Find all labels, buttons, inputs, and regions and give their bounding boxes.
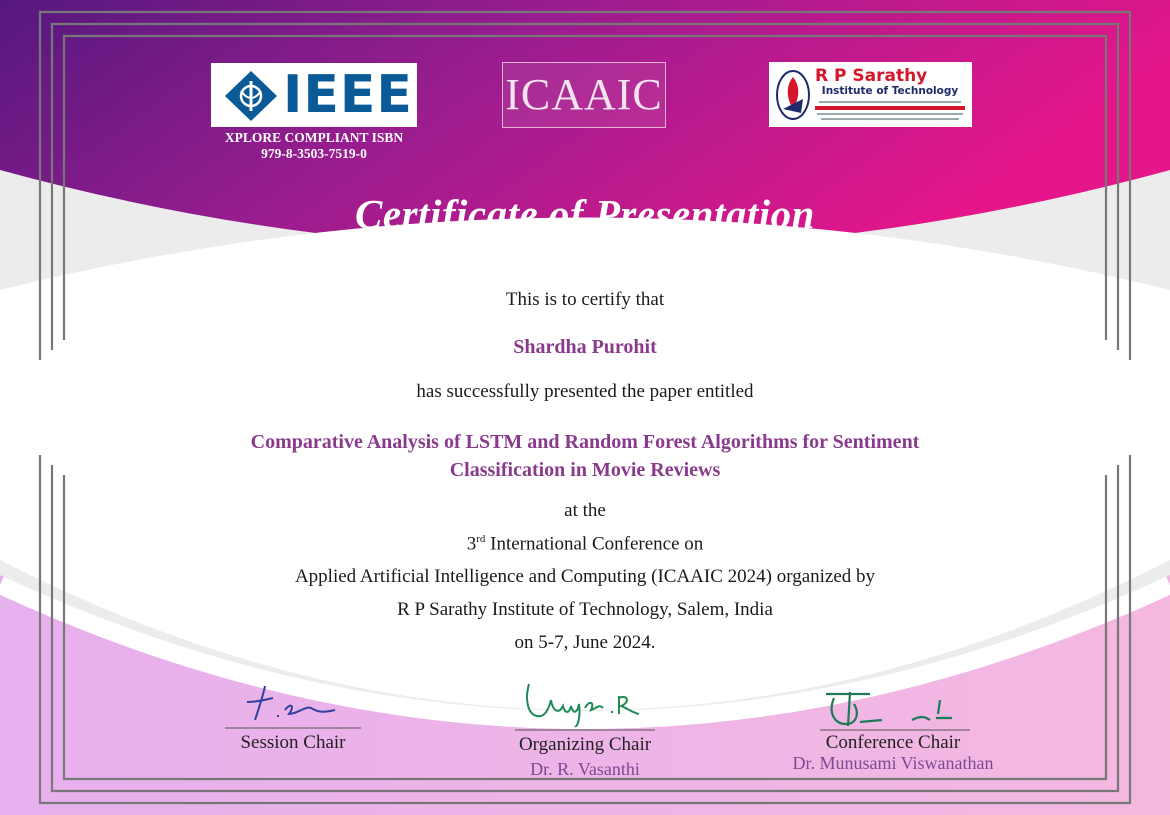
conference-line1-text: International Conference on xyxy=(485,533,704,555)
conference-chair-signature xyxy=(820,688,970,732)
at-the-line: at the xyxy=(564,500,606,521)
session-chair-signature xyxy=(225,680,365,730)
conference-chair-name: Dr. Munusami Viswanathan xyxy=(792,753,994,773)
presented-line: has successfully presented the paper entitled xyxy=(416,381,754,402)
ieee-isbn-label: XPLORE COMPLIANT ISBN xyxy=(224,130,404,145)
organizing-chair-label: Organizing Chair xyxy=(518,734,652,755)
ieee-diamond-icon xyxy=(223,69,279,123)
conference-ordinal: 3 xyxy=(466,533,477,555)
conference-line1 xyxy=(0,533,1170,555)
rps-logo-subtitle: Institute of Technology xyxy=(821,85,959,97)
conference-chair-label: Conference Chair xyxy=(825,732,961,753)
icaaic-wordmark: ICAAIC xyxy=(505,70,663,119)
rps-fineprint-lines xyxy=(811,100,969,124)
paper-title-line2: Classification in Movie Reviews xyxy=(449,459,721,481)
organizing-chair-signature xyxy=(515,678,655,732)
session-chair-label: Session Chair xyxy=(240,732,346,753)
rps-logo xyxy=(769,62,972,127)
ieee-wordmark: IEEE xyxy=(283,65,413,125)
conference-dates: on 5-7, June 2024. xyxy=(514,632,656,653)
conference-line3: R P Sarathy Institute of Technology, Salem, India xyxy=(397,599,773,620)
certify-line: This is to certify that xyxy=(505,289,665,310)
paper-title-line1: Comparative Analysis of LSTM and Random Forest Algorithms for Sentiment xyxy=(250,431,920,453)
rps-emblem-icon xyxy=(775,69,811,121)
conference-line2: Applied Artificial Intelligence and Computing (ICAAIC 2024) organized by xyxy=(294,566,876,587)
recipient-name: Shardha Purohit xyxy=(513,336,657,358)
ieee-isbn-number: 979-8-3503-7519-0 xyxy=(261,146,367,161)
ieee-logo xyxy=(211,63,417,127)
icaaic-logo xyxy=(502,62,666,128)
certificate-title: Certificate of Presentation xyxy=(355,191,815,237)
organizing-chair-name: Dr. R. Vasanthi xyxy=(530,759,640,779)
conference-ordinal-suffix: rd xyxy=(476,533,486,545)
rps-logo-name: R P Sarathy xyxy=(815,66,928,86)
